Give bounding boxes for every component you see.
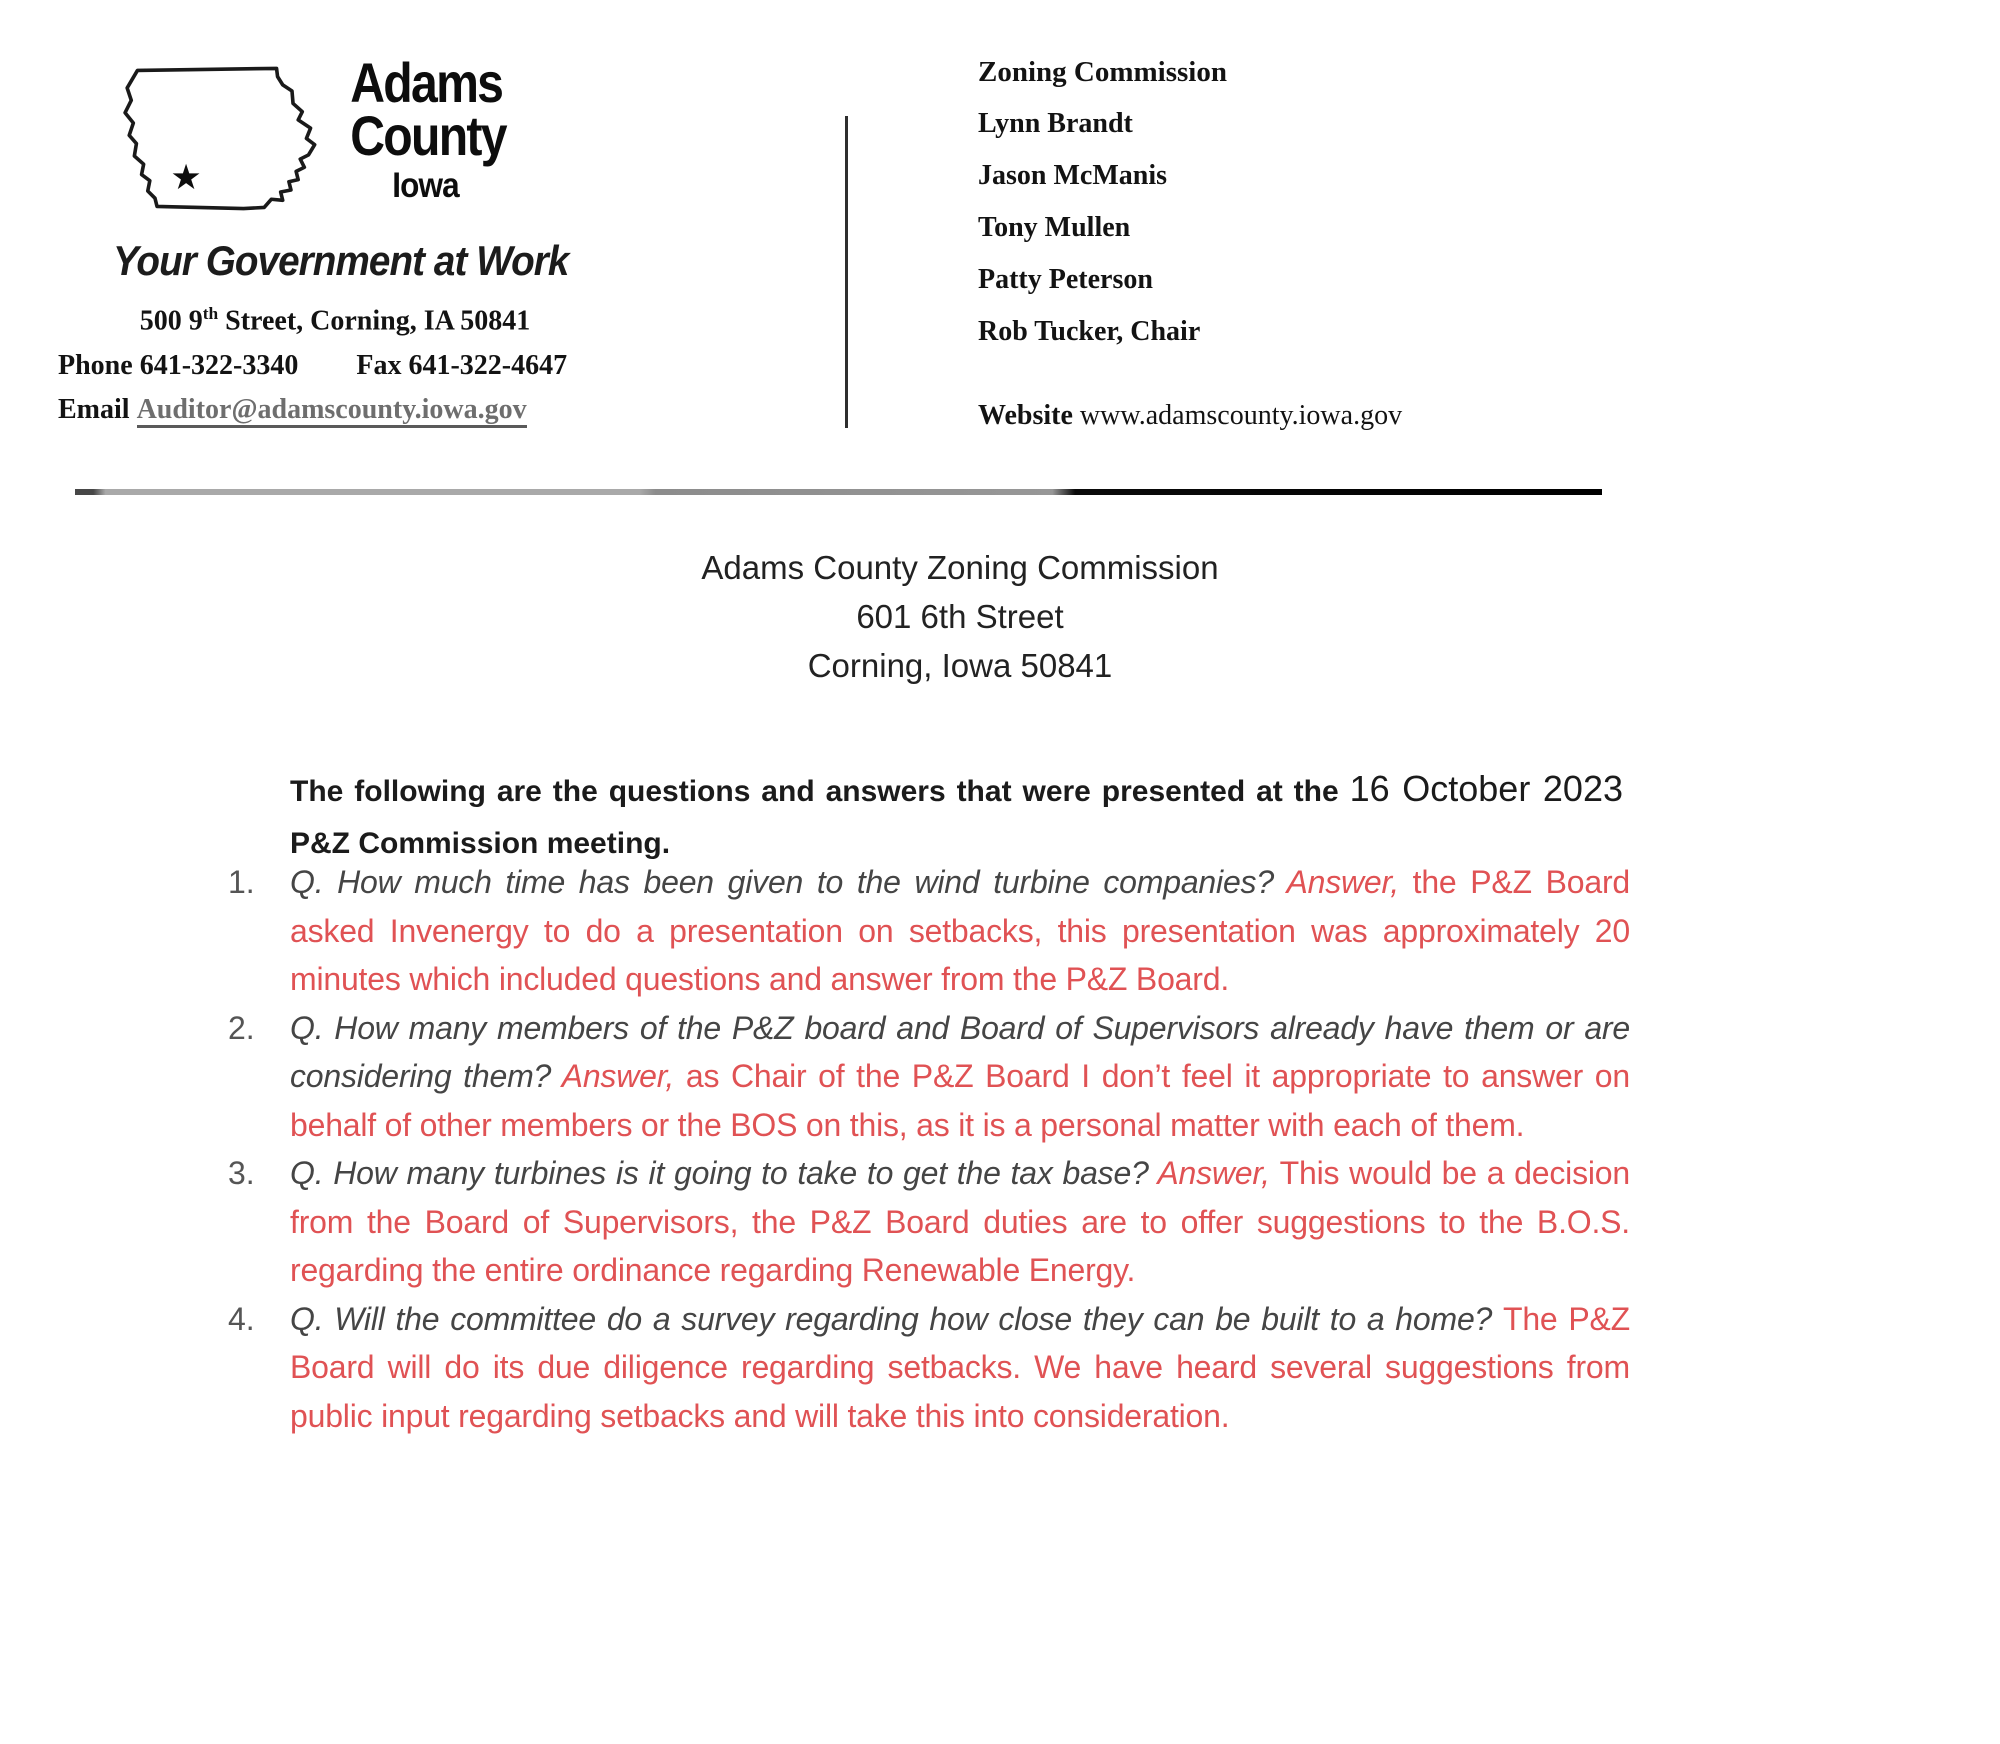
qa-answer: as Chair of the P&Z Board I don’t feel it appropriate to answer on behalf of other members or the BOS on this, as it is a personal matter with each of them. — [290, 1058, 1630, 1143]
qa-text — [290, 1004, 1630, 1150]
qa-text — [290, 1295, 1630, 1441]
tagline: Your Government at Work — [113, 237, 569, 284]
qa-number: 1. — [228, 864, 255, 900]
logo-wordmark — [338, 51, 513, 205]
title-line-2: 601 6th Street — [856, 598, 1064, 635]
email-label: Email — [58, 394, 130, 425]
commission-title: Zoning Commission — [978, 56, 1227, 88]
qa-item — [228, 1149, 1630, 1295]
commission-member: Jason McManis — [978, 160, 1167, 191]
commission-roster — [978, 46, 1227, 358]
qa-text — [290, 1149, 1630, 1295]
qa-text — [290, 858, 1630, 1004]
document-title-block — [75, 543, 1845, 690]
title-line-3: Corning, Iowa 50841 — [807, 647, 1113, 684]
vertical-divider — [845, 116, 848, 428]
title-line-1: Adams County Zoning Commission — [701, 549, 1219, 586]
street-address-ordinal: th — [202, 304, 219, 323]
iowa-outline — [125, 68, 315, 208]
qa-list — [228, 858, 1630, 1440]
email-line — [58, 394, 527, 426]
qa-item — [228, 858, 1630, 1004]
fax-label: Fax — [356, 350, 402, 381]
intro-text: The following are the questions and answers that were presented at the — [290, 775, 1350, 808]
commission-member: Tony Mullen — [978, 212, 1131, 243]
horizontal-divider — [75, 489, 1602, 495]
qa-number: 3. — [228, 1155, 255, 1191]
qa-number: 4. — [228, 1300, 255, 1337]
iowa-map-logo — [122, 62, 326, 218]
street-address-rest: Street, Corning, IA 50841 — [218, 305, 531, 337]
qa-item — [228, 1004, 1630, 1150]
website-line — [978, 400, 1402, 432]
commission-member: Patty Peterson — [978, 264, 1153, 295]
qa-answer-label: Answer, — [561, 1058, 686, 1094]
qa-question: Q. How many turbines is it going to take to get the tax base? — [290, 1155, 1158, 1191]
street-address — [100, 304, 570, 337]
qa-number: 2. — [228, 1009, 255, 1046]
website-url: www.adamscounty.iowa.gov — [1079, 400, 1403, 431]
qa-answer-label: Answer, — [1286, 864, 1413, 900]
website-label: Website — [978, 400, 1073, 431]
qa-answer: the P&Z Board asked Invenergy to do a presentation on setbacks, this presentation was approximately 20 minutes which included questions and answer from the P&Z Board. — [290, 864, 1631, 997]
fax-number: 641-322-4647 — [408, 350, 568, 381]
qa-answer: This would be a decision from the Board of Supervisors, the P&Z Board duties are to offer suggestions to the B.O.S. regarding the entire ordinance regarding Renewable Energy. — [290, 1155, 1630, 1288]
qa-item — [228, 1295, 1630, 1441]
commission-member: Rob Tucker, Chair — [978, 316, 1201, 347]
intro-paragraph — [290, 763, 1623, 870]
intro-text-end: P&Z Commission meeting. — [290, 827, 671, 860]
logo-line-adams: Adams — [350, 51, 503, 114]
qa-answer-label: Answer, — [1157, 1155, 1280, 1191]
qa-question: Q. How much time has been given to the wind turbine companies? — [290, 864, 1287, 900]
qa-question: Q. Will the committee do a survey regarding how close they can be built to a home? — [290, 1300, 1503, 1337]
email-link[interactable]: Auditor@adamscounty.iowa.gov — [137, 394, 527, 428]
qa-question: Q. How many members of the P&Z board and Board of Supervisors already have them or are considering them? — [290, 1009, 1630, 1094]
star-icon: ★ — [170, 157, 202, 197]
meeting-date: 16 October 2023 — [1349, 768, 1623, 809]
qa-answer: The P&Z Board will do its due diligence regarding setbacks. We have heard several suggestions from public input regarding setbacks and will take this into consideration. — [290, 1300, 1630, 1434]
phone-number: 641-322-3340 — [139, 350, 299, 381]
phone-fax-line — [58, 350, 567, 382]
commission-member: Lynn Brandt — [978, 108, 1133, 139]
logo-line-county: County — [350, 104, 506, 167]
phone-label: Phone — [58, 350, 133, 381]
logo-line-iowa: Iowa — [392, 166, 459, 205]
street-address-number: 500 9 — [139, 305, 203, 337]
